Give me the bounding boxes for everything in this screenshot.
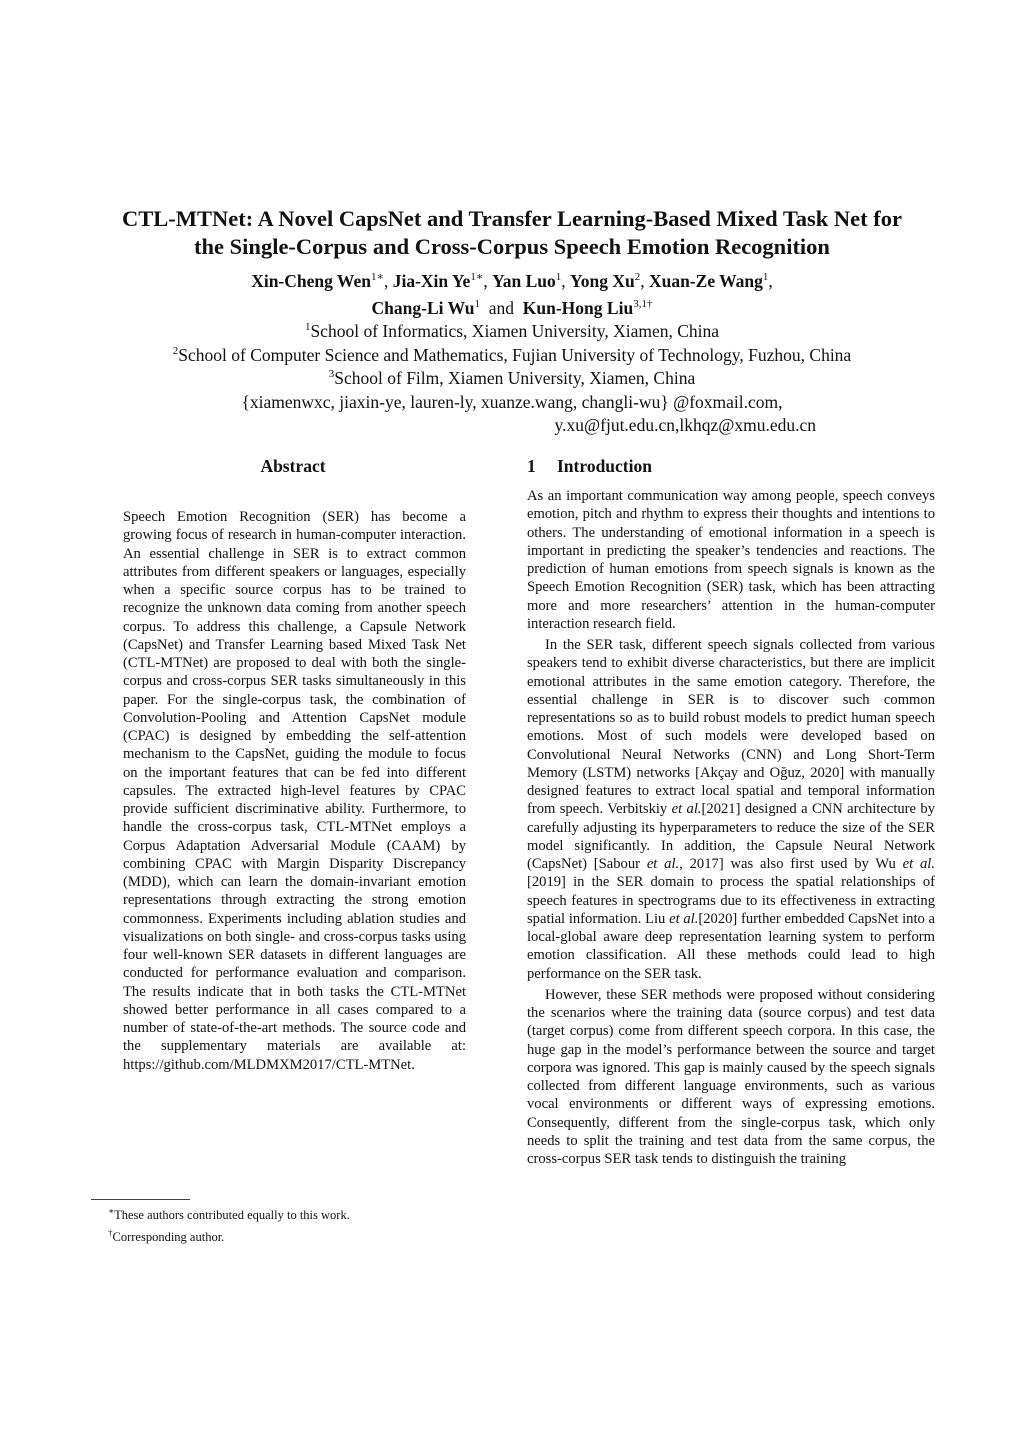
introduction-heading bbox=[527, 456, 652, 477]
footnote-rule bbox=[91, 1199, 190, 1200]
email-line-2: y.xu@fjut.edu.cn,lkhqz@xmu.edu.cn bbox=[554, 415, 816, 435]
affiliation: $^3$School of Film, Xiamen University, Xiamen, China bbox=[328, 368, 696, 388]
email-line-1: {xiamenwxc, jiaxin-ye, lauren-ly, xuanze.wang, changli-wu} @foxmail.com, bbox=[241, 392, 783, 412]
paper-title bbox=[60, 205, 964, 261]
author-name: Xin-Cheng Wen bbox=[251, 271, 371, 291]
author-name: Jia-Xin Ye bbox=[392, 271, 471, 291]
author-affil-mark: 1 bbox=[474, 298, 480, 310]
author-affil-mark: 2 bbox=[634, 271, 641, 283]
author-emails bbox=[60, 391, 964, 437]
author-and: and bbox=[488, 298, 515, 318]
author-affil-mark: 1∗ bbox=[470, 271, 484, 283]
abstract-heading: Abstract bbox=[260, 456, 326, 476]
author-name: Kun-Hong Liu bbox=[522, 298, 634, 318]
author-separator: , bbox=[640, 271, 645, 291]
footnote-mark: ∗ bbox=[108, 1206, 115, 1216]
affiliation-list bbox=[60, 320, 964, 391]
author-affil-mark: 1 bbox=[555, 271, 562, 283]
author-list bbox=[60, 268, 964, 322]
section-number: 1 bbox=[527, 456, 536, 476]
intro-paragraph-2: In the SER task, different speech signals collected from various speakers tend to exhibit diverse characteristics, but there are implicit emotional attributes in the same emotion category. Therefore, the essential challenge in SER is to discover such common representations so as to build robust models to predict human speech emotions. Most of such models were developed based on Convolutional Neural Networks (CNN) and Long Short-Term Memory (LSTM) networks [Akçay and Oğuz, 2020] with manually designed features to extract local spatial and temporal information from speech. Verbitskiy et al.[2021] designed a CNN architecture by carefully adjusting its hyperparameters to reduce the size of the SER model significantly. In addition, the Capsule Neural Network (CapsNet) [Sabour et al., 2017] was also first used by Wu et al.[2019] in the SER domain to process the spatial relationships of speech features in spectrograms due to its effectiveness in extracting spatial information. Liu et al.[2020] further embedded CapsNet into a local-global aware deep representation learning system to perform emotion classification. All these methods could lead to high performance on the SER task. bbox=[527, 637, 936, 982]
affiliation: $^2$School of Computer Science and Mathematics, Fujian University of Technology, Fuzhou, China bbox=[172, 344, 852, 365]
intro-paragraph-1: As an important communication way among people, speech conveys emotion, pitch and rhythm to express their thoughts and intentions to others. The understanding of emotional information in a speech is important in predicting the speaker’s tendencies and reactions. The prediction of human emotions from speech signals is known as the Speech Emotion Recognition (SER) task, which has been attracting more and more researchers’ attention in the human-computer interaction research field. bbox=[527, 488, 935, 632]
footnote: †Corresponding author. bbox=[108, 1228, 225, 1244]
author-separator: , bbox=[483, 271, 488, 291]
author-name: Chang-Li Wu bbox=[371, 298, 475, 318]
author-separator: , bbox=[561, 271, 566, 291]
intro-paragraph-3: However, these SER methods were proposed without considering the scenarios where the training data (source corpus) and test data (target corpus) come from different speech corpora. In this case, the huge gap in the model’s performance between the source and target corpora was ignored. This gap is mainly caused by the speech signals collected from different language environments, such as various vocal environments or different ways of expressing emotions. Consequently, different from the single-corpus task, which only needs to split the training and test data from the same corpus, the cross-corpus SER task tends to distinguish the training bbox=[527, 986, 935, 1167]
author-line-2 bbox=[60, 295, 964, 322]
author-name: Yong Xu bbox=[570, 271, 635, 291]
author-name: Xuan-Ze Wang bbox=[648, 271, 763, 291]
title-line-1: CTL-MTNet: A Novel CapsNet and Transfer Learning-Based Mixed Task Net for bbox=[121, 206, 902, 231]
author-line-1 bbox=[60, 268, 964, 295]
author-name: Yan Luo bbox=[492, 271, 556, 291]
title-line-2: the Single-Corpus and Cross-Corpus Speech Emotion Recognition bbox=[194, 234, 830, 259]
introduction-body bbox=[527, 487, 935, 1168]
footnote: ∗These authors contributed equally to this work. bbox=[108, 1206, 350, 1222]
author-affil-mark: 1∗ bbox=[370, 271, 384, 283]
author-separator: , bbox=[383, 271, 389, 291]
affiliation: $^1$School of Informatics, Xiamen University, Xiamen, China bbox=[304, 321, 720, 341]
author-affil-mark: 1 bbox=[762, 271, 769, 283]
footnote-mark: † bbox=[108, 1228, 113, 1238]
section-title: Introduction bbox=[557, 456, 652, 476]
abstract-text: Speech Emotion Recognition (SER) has become a growing focus of research in human-computer interaction. An essential challenge in SER is to extract common attributes from different speakers or languages, especially when a specific source corpus has to be trained to recognize the unknown data coming from another speech corpus. To address this challenge, a Capsule Network (CapsNet) and Transfer Learning based Mixed Task Net (CTL-MTNet) are proposed to deal with both the single-corpus and cross-corpus SER tasks simultaneously in this paper. For the single-corpus task, the combination of Convolution-Pooling and Attention CapsNet module (CPAC) is designed by embedding the self-attention mechanism to the CapsNet, guiding the module to focus on the important features that can be fed into different capsules. The extracted high-level features by CPAC provide sufficient discriminative ability. Furthermore, to handle the cross-corpus task, CTL-MTNet employs a Corpus Adaptation Adversarial Module (CAAM) by combining CPAC with Margin Disparity Discrepancy (MDD), which can learn the domain-invariant emotion representations through extracting the strong emotion commonness. Experiments including ablation studies and visualizations on both single- and cross-corpus tasks using four well-known SER datasets in different languages are conducted for performance evaluation and comparison. The results indicate that in both tasks the CTL-MTNet showed better performance in all cases compared to a number of state-of-the-art methods. The source code and the supplementary materials are available at: https://github.com/MLDMXM2017/CTL-MTNet. bbox=[123, 509, 466, 1073]
author-affil-mark: 3,1† bbox=[633, 298, 653, 310]
author-separator: , bbox=[768, 271, 773, 291]
